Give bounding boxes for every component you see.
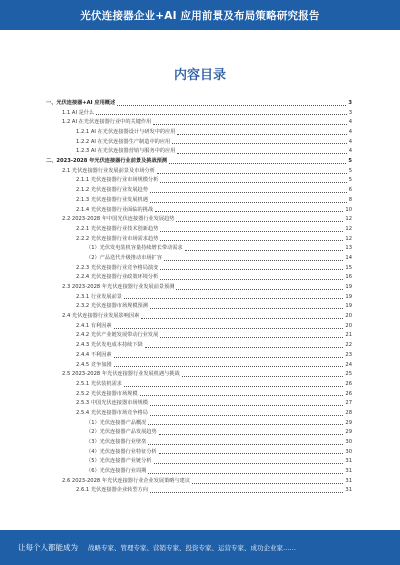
toc-heading: 内容目录 — [173, 68, 226, 83]
toc-entry[interactable] — [46, 293, 352, 303]
toc-leader-dots — [96, 114, 346, 115]
toc-entry-page: 14 — [345, 254, 352, 261]
table-of-contents — [46, 99, 352, 496]
toc-entry-text: 1.2.2 AI 在光伏连接器生产制造中的应用 — [76, 138, 171, 145]
footer-lead: 让每个人都能成为 — [18, 543, 78, 552]
toc-entry-text: 2.5.2 光伏连接器市场规模 — [76, 390, 138, 397]
toc-leader-dots — [148, 473, 343, 474]
toc-leader-dots — [169, 163, 346, 164]
toc-entry-text: 2.5 2023-2028 年光伏连接器行业发展机遇与挑战 — [62, 371, 180, 378]
toc-leader-dots — [148, 424, 343, 425]
toc-leader-dots — [124, 298, 343, 299]
toc-entry-page: 21 — [345, 332, 352, 339]
toc-entry-page: 23 — [345, 351, 352, 358]
toc-entry[interactable] — [46, 312, 352, 322]
toc-entry[interactable] — [46, 438, 352, 448]
toc-entry-text: 2.5.3 中国光伏连接器市场规模 — [76, 400, 148, 407]
toc-entry[interactable] — [46, 390, 352, 400]
toc-leader-dots — [150, 308, 343, 309]
toc-entry[interactable] — [46, 428, 352, 438]
toc-leader-dots — [159, 453, 344, 454]
toc-entry-page: 16 — [345, 274, 352, 281]
toc-leader-dots — [153, 124, 346, 125]
toc-entry-text: 2.4.5 竞争加剧 — [76, 361, 112, 368]
toc-entry-text: 2.2.4 光伏连接器行业政策环境分析 — [76, 274, 159, 281]
toc-entry-page: 4 — [348, 138, 352, 145]
toc-entry-page: 15 — [345, 264, 352, 271]
toc-entry[interactable] — [46, 177, 352, 187]
toc-entry[interactable] — [46, 487, 352, 497]
toc-entry-page: 4 — [348, 119, 352, 126]
toc-entry-page: 6 — [348, 187, 352, 194]
toc-entry-text: 1.2 AI 在光伏连接器行业中的关键作用 — [62, 119, 152, 126]
toc-entry-page: 29 — [345, 429, 352, 436]
toc-leader-dots — [140, 395, 344, 396]
toc-leader-dots — [154, 463, 344, 464]
toc-entry[interactable] — [46, 109, 352, 119]
toc-entry-text: 1.2.1 AI 在光伏连接器设计与研发中的应用 — [76, 129, 176, 136]
toc-entry-text: （2）光伏连接器产品发展趋势 — [86, 429, 157, 436]
toc-entry-page: 12 — [345, 225, 352, 232]
toc-entry[interactable] — [46, 361, 352, 371]
toc-entry-page: 24 — [345, 361, 352, 368]
toc-leader-dots — [114, 366, 344, 367]
toc-leader-dots — [124, 386, 343, 387]
toc-leader-dots — [160, 279, 343, 280]
toc-entry-page: 10 — [345, 206, 352, 213]
toc-entry-text: 2.4.4 不利因素 — [76, 351, 112, 358]
toc-entry[interactable] — [46, 419, 352, 429]
toc-entry-page: 19 — [345, 303, 352, 310]
toc-entry-page: 29 — [345, 419, 352, 426]
toc-entry-page: 4 — [348, 148, 352, 155]
toc-leader-dots — [177, 153, 346, 154]
toc-entry[interactable] — [46, 448, 352, 458]
toc-leader-dots — [150, 405, 343, 406]
toc-entry-page: 5 — [348, 158, 352, 165]
toc-leader-dots — [182, 376, 344, 377]
footer-tags: 战略专家、管理专家、营销专家、投资专家、运营专家、成功企业家…… — [88, 544, 296, 552]
toc-entry-page: 5 — [348, 177, 352, 184]
toc-entry-text: （5）光伏连接器产业链分析 — [86, 458, 152, 465]
toc-entry-page: 8 — [348, 196, 352, 203]
toc-entry[interactable] — [46, 283, 352, 293]
toc-leader-dots — [160, 240, 343, 241]
toc-entry[interactable] — [46, 341, 352, 351]
toc-leader-dots — [172, 143, 346, 144]
toc-entry-page: 31 — [345, 468, 352, 475]
toc-entry[interactable] — [46, 99, 352, 109]
toc-entry-page: 12 — [345, 235, 352, 242]
toc-entry-page: 5 — [348, 167, 352, 174]
toc-leader-dots — [176, 221, 343, 222]
toc-entry[interactable] — [46, 225, 352, 235]
toc-entry-page: 12 — [345, 216, 352, 223]
toc-entry-text: （4）光伏连接器行业特征分析 — [86, 448, 157, 455]
toc-entry[interactable] — [46, 351, 352, 361]
toc-entry[interactable] — [46, 167, 352, 177]
toc-leader-dots — [150, 202, 347, 203]
toc-leader-dots — [185, 250, 344, 251]
toc-leader-dots — [150, 492, 343, 493]
toc-entry-text: （6）光伏连接器行业周期 — [86, 468, 147, 475]
toc-entry[interactable] — [46, 235, 352, 245]
toc-entry[interactable] — [46, 273, 352, 283]
toc-entry[interactable] — [46, 380, 352, 390]
toc-entry[interactable] — [46, 157, 352, 167]
toc-entry-text: 1.1 AI 是什么 — [62, 109, 95, 116]
toc-entry[interactable] — [46, 147, 352, 157]
toc-entry-text: 2.1 光伏连接器行业发展前景及市场分析 — [62, 167, 155, 174]
toc-leader-dots — [160, 269, 343, 270]
toc-entry-page: 20 — [345, 313, 352, 320]
toc-entry-page: 19 — [345, 284, 352, 291]
toc-entry-text: 2.4 光伏连接器行业发展影响因素 — [62, 313, 140, 320]
toc-entry[interactable] — [46, 196, 352, 206]
toc-entry-text: 2.4.1 有利因素 — [76, 322, 112, 329]
toc-leader-dots — [145, 347, 344, 348]
toc-entry-page: 20 — [345, 322, 352, 329]
toc-entry-page: 19 — [345, 293, 352, 300]
toc-entry-text: 二、2023-2028 年光伏连接器行业前景及挑战预测 — [46, 158, 168, 165]
toc-leader-dots — [160, 182, 346, 183]
toc-leader-dots — [150, 192, 347, 193]
toc-leader-dots — [141, 318, 343, 319]
toc-leader-dots — [148, 444, 343, 445]
toc-leader-dots — [157, 173, 347, 174]
toc-entry-page: 31 — [345, 458, 352, 465]
toc-entry-text: 2.4.2 光伏产业链发展带动行业发展 — [76, 332, 159, 339]
toc-entry-page: 13 — [345, 245, 352, 252]
report-title: 光伏连接器企业+AI 应用前景及布局策略研究报告 — [80, 9, 320, 22]
toc-entry[interactable] — [46, 399, 352, 409]
toc-entry-text: 2.6.1 光伏连接器企业转型方向 — [76, 487, 148, 494]
toc-entry-page: 22 — [345, 342, 352, 349]
toc-entry[interactable] — [46, 254, 352, 264]
toc-entry-text: （3）光伏连接器行业壁垒 — [86, 439, 147, 446]
toc-entry-page: 30 — [345, 439, 352, 446]
toc-entry[interactable] — [46, 322, 352, 332]
toc-entry-page: 28 — [345, 409, 352, 416]
toc-entry[interactable] — [46, 477, 352, 487]
toc-entry-page: 3 — [348, 99, 352, 106]
toc-entry[interactable] — [46, 467, 352, 477]
toc-entry-page: 3 — [348, 109, 352, 116]
header-banner — [0, 0, 400, 30]
toc-entry-page: 25 — [345, 371, 352, 378]
toc-entry-page: 4 — [348, 129, 352, 136]
toc-leader-dots — [114, 328, 344, 329]
toc-leader-dots — [117, 105, 346, 106]
toc-entry-text: 2.3.1 行业发展前景 — [76, 293, 122, 300]
toc-entry-text: 2.5.1 光伏装机需求 — [76, 380, 122, 387]
toc-leader-dots — [114, 357, 344, 358]
toc-entry-text: 2.1.1 光伏连接器行业市场规模分析 — [76, 177, 159, 184]
toc-entry[interactable] — [46, 264, 352, 274]
toc-entry-page: 26 — [345, 380, 352, 387]
toc-entry-text: （1）光伏连接器产品概况 — [86, 419, 147, 426]
toc-entry[interactable] — [46, 206, 352, 216]
toc-entry-text: 2.6 2023-2028 年光伏连接器行业企业发展策略与建议 — [62, 477, 191, 484]
footer-banner — [0, 530, 400, 565]
toc-entry[interactable] — [46, 244, 352, 254]
toc-leader-dots — [164, 260, 343, 261]
toc-entry-text: 2.2 2023-2028 年中国光伏连接器行业发展趋势 — [62, 216, 175, 223]
toc-entry-page: 30 — [345, 448, 352, 455]
toc-leader-dots — [176, 289, 343, 290]
toc-entry-page: 31 — [345, 487, 352, 494]
toc-entry-text: 2.2.2 光伏连接器行业市场需求趋势 — [76, 235, 159, 242]
toc-entry-page: 27 — [345, 400, 352, 407]
toc-entry[interactable] — [46, 186, 352, 196]
toc-entry[interactable] — [46, 370, 352, 380]
toc-leader-dots — [160, 231, 343, 232]
toc-entry-page: 26 — [345, 390, 352, 397]
toc-entry-text: 2.3 2023-2028 年光伏连接器行业发展前景预测 — [62, 284, 175, 291]
toc-entry-text: 2.3.2 光伏连接器市场规模预测 — [76, 303, 148, 310]
toc-entry-text: （2）产品迭代升级推动市场扩容 — [86, 254, 162, 261]
toc-entry[interactable] — [46, 332, 352, 342]
toc-entry[interactable] — [46, 457, 352, 467]
toc-entry-page: 31 — [345, 477, 352, 484]
toc-entry[interactable] — [46, 128, 352, 138]
toc-leader-dots — [150, 415, 343, 416]
toc-entry-text: 2.1.3 光伏连接器行业发展机遇 — [76, 196, 148, 203]
toc-leader-dots — [177, 134, 346, 135]
toc-entry-text: 2.1.4 光伏连接器行业面临的挑战 — [76, 206, 154, 213]
toc-entry[interactable] — [46, 409, 352, 419]
toc-entry-text: 2.2.1 光伏连接器行业技术创新趋势 — [76, 225, 159, 232]
toc-entry-text: 2.5.4 光伏连接器市场竞争格局 — [76, 409, 148, 416]
toc-entry-text: 2.2.3 光伏连接器行业竞争格局演变 — [76, 264, 159, 271]
toc-leader-dots — [160, 337, 343, 338]
toc-entry-text: 2.4.3 光伏发电成本持续下降 — [76, 342, 143, 349]
toc-leader-dots — [155, 211, 343, 212]
toc-entry-text: 1.2.3 AI 在光伏连接器营销与服务中的应用 — [76, 148, 176, 155]
toc-leader-dots — [159, 434, 344, 435]
toc-entry[interactable] — [46, 215, 352, 225]
toc-entry[interactable] — [46, 138, 352, 148]
toc-leader-dots — [192, 483, 343, 484]
toc-entry[interactable] — [46, 118, 352, 128]
toc-entry-text: 2.1.2 光伏连接器行业发展趋势 — [76, 187, 148, 194]
toc-entry-text: 一、光伏连接器+AI 应用概述 — [46, 99, 116, 106]
toc-entry[interactable] — [46, 302, 352, 312]
toc-entry-text: （1）光伏发电装机容量持续增长带动需求 — [86, 245, 183, 252]
